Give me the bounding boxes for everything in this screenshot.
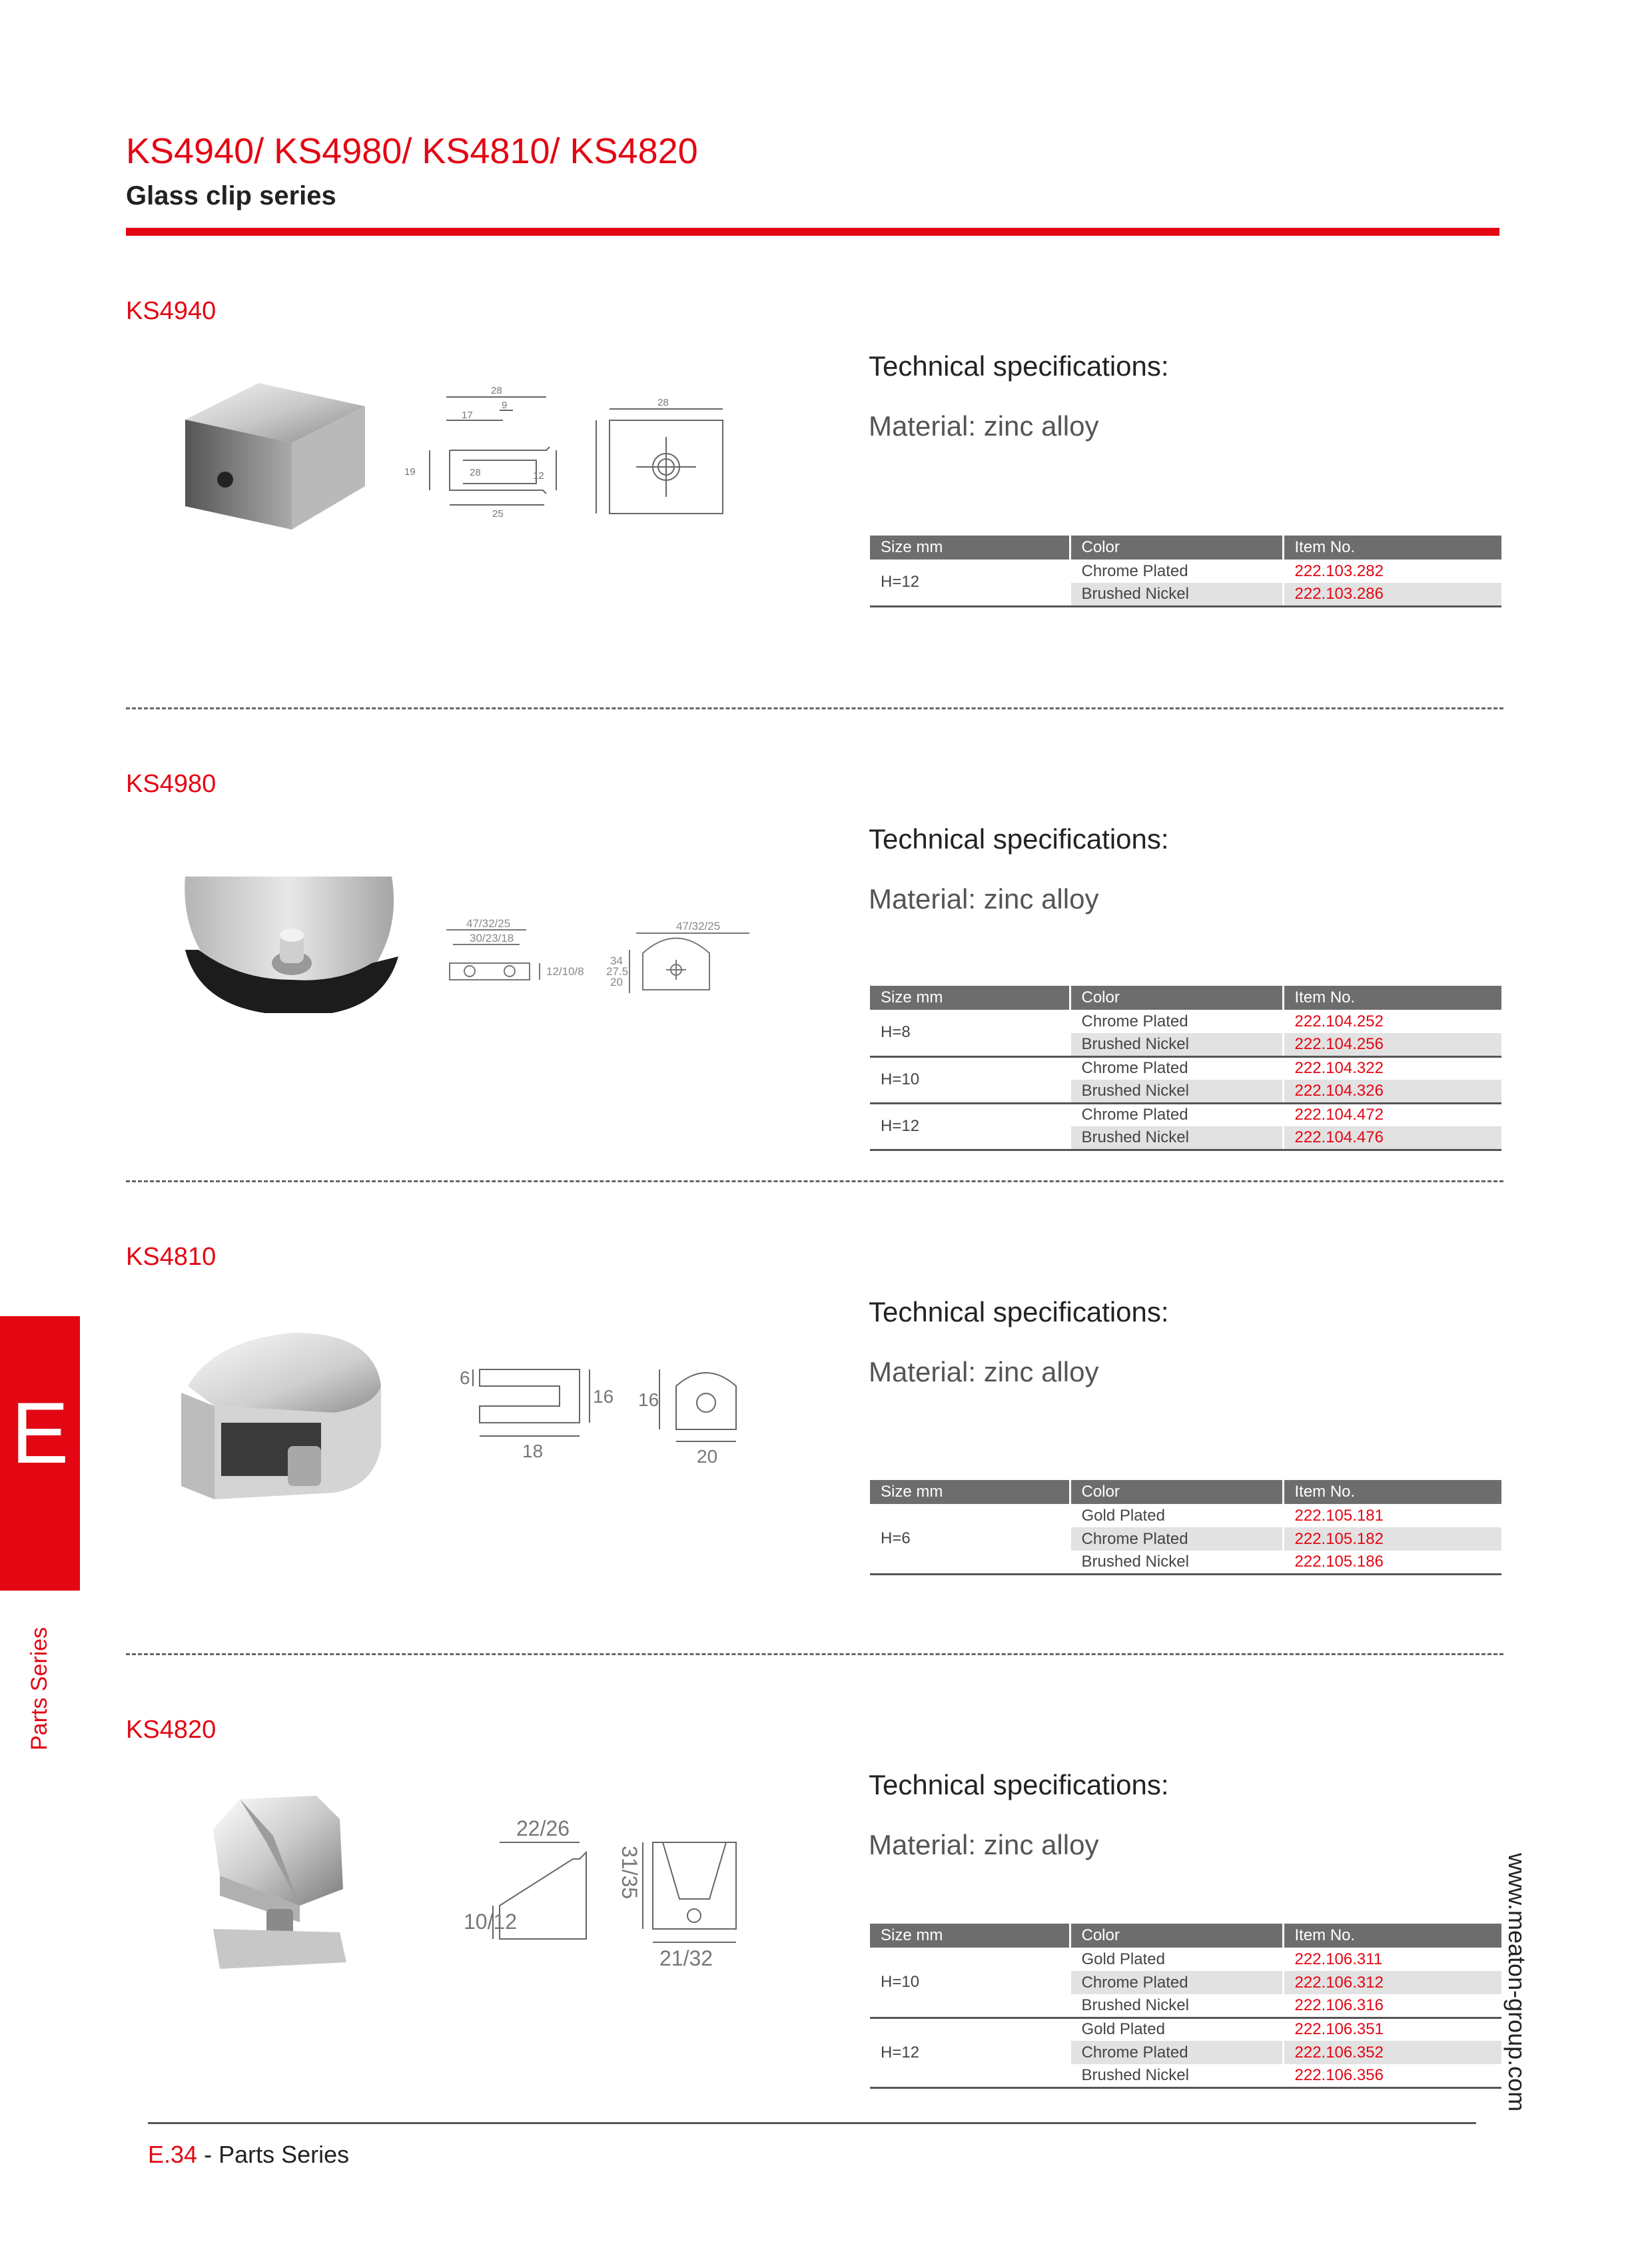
dimension-label: 25 — [492, 508, 504, 520]
item-number-cell: 222.104.252 — [1283, 1010, 1501, 1033]
footer-rule — [148, 2122, 1476, 2124]
dimension-label: 28 — [657, 397, 669, 408]
col-header-size: Size mm — [870, 986, 1070, 1010]
section-divider — [126, 1653, 1503, 1655]
dimension-label: 10/12 — [464, 1910, 518, 1934]
col-header-color: Color — [1070, 1924, 1283, 1948]
spec-heading: Technical specifications: — [869, 823, 1169, 855]
spec-heading: Technical specifications: — [869, 1296, 1169, 1327]
item-number-cell: 222.105.181 — [1283, 1504, 1501, 1527]
dimension-label: 30/23/18 — [470, 932, 514, 944]
color-cell: Gold Plated — [1070, 2018, 1283, 2041]
product-code: KS4810 — [126, 1243, 216, 1271]
item-number-cell: 222.106.352 — [1283, 2041, 1501, 2064]
item-number-cell: 222.103.286 — [1283, 583, 1501, 606]
footer-section: Parts Series — [218, 2141, 350, 2168]
spec-heading: Technical specifications: — [869, 1769, 1169, 1800]
product-code: KS4820 — [126, 1716, 216, 1744]
dimension-label: 17 — [462, 410, 473, 421]
size-cell: H=12 — [870, 2018, 1070, 2087]
technical-drawing — [460, 1806, 753, 1979]
dimension-label: 47/32/25 — [676, 920, 721, 933]
table-row — [870, 2018, 1501, 2041]
spec-table — [870, 536, 1501, 607]
section-tab-label: Parts Series — [27, 1627, 52, 1750]
product-code: KS4980 — [126, 770, 216, 798]
material-text: Material: zinc alloy — [869, 1829, 1099, 1860]
size-cell: H=12 — [870, 560, 1070, 606]
table-row — [870, 1010, 1501, 1033]
spec-table — [870, 1924, 1501, 2089]
item-number-cell: 222.104.472 — [1283, 1103, 1501, 1126]
color-cell: Chrome Plated — [1070, 1010, 1283, 1033]
col-header-color: Color — [1070, 1480, 1283, 1504]
material-text: Material: zinc alloy — [869, 410, 1099, 442]
col-header-color: Color — [1070, 536, 1283, 560]
product-section-ks4810 — [0, 1243, 1652, 1709]
technical-drawing — [440, 917, 759, 1016]
col-header-size: Size mm — [870, 1480, 1070, 1504]
dimension-label: 12/10/8 — [546, 965, 584, 978]
technical-drawing — [396, 384, 743, 524]
dimension-label: 16 — [593, 1386, 614, 1407]
col-header-size: Size mm — [870, 536, 1070, 560]
product-photo — [200, 1789, 360, 1989]
size-cell: H=12 — [870, 1103, 1070, 1150]
color-cell: Brushed Nickel — [1070, 1551, 1283, 1574]
dimension-label: 22/26 — [516, 1816, 570, 1840]
header-rule — [126, 228, 1499, 236]
page-subtitle: Glass clip series — [126, 181, 336, 210]
product-photo — [172, 380, 372, 540]
table-row — [870, 1056, 1501, 1080]
item-number-cell: 222.104.476 — [1283, 1126, 1501, 1150]
color-cell: Brushed Nickel — [1070, 1994, 1283, 2018]
dimension-label: 28 — [470, 467, 481, 478]
col-header-size: Size mm — [870, 1924, 1070, 1948]
color-cell: Chrome Plated — [1070, 1056, 1283, 1080]
dimension-label: 21/32 — [659, 1946, 713, 1970]
color-cell: Brushed Nickel — [1070, 1080, 1283, 1103]
color-cell: Gold Plated — [1070, 1948, 1283, 1971]
product-section-ks4980 — [0, 770, 1652, 1236]
table-row — [870, 1504, 1501, 1527]
section-letter: E — [11, 1384, 69, 1481]
item-number-cell: 222.106.356 — [1283, 2064, 1501, 2087]
col-header-color: Color — [1070, 986, 1283, 1010]
footer-separator: - — [197, 2141, 219, 2168]
color-cell: Brushed Nickel — [1070, 1126, 1283, 1150]
technical-drawing — [460, 1356, 773, 1489]
section-divider — [126, 1180, 1503, 1182]
item-number-cell: 222.106.312 — [1283, 1971, 1501, 1994]
page-title: KS4940/ KS4980/ KS4810/ KS4820 — [126, 131, 698, 171]
item-number-cell: 222.106.311 — [1283, 1948, 1501, 1971]
dimension-label: 6 — [460, 1367, 470, 1388]
item-number-cell: 222.104.322 — [1283, 1056, 1501, 1080]
product-photo — [175, 1326, 388, 1526]
size-cell: H=8 — [870, 1010, 1070, 1056]
dimension-label: 31/35 — [618, 1846, 641, 1900]
color-cell: Brushed Nickel — [1070, 583, 1283, 606]
material-text: Material: zinc alloy — [869, 883, 1099, 915]
dimension-label: 34 — [610, 954, 623, 967]
spec-heading: Technical specifications: — [869, 350, 1169, 382]
spec-table — [870, 986, 1501, 1151]
product-section-ks4940 — [0, 297, 1652, 763]
col-header-item: Item No. — [1283, 986, 1501, 1010]
table-row — [870, 1103, 1501, 1126]
item-number-cell: 222.103.282 — [1283, 560, 1501, 583]
color-cell: Chrome Plated — [1070, 560, 1283, 583]
table-row — [870, 560, 1501, 583]
dimension-label: 18 — [522, 1441, 544, 1461]
col-header-item: Item No. — [1283, 536, 1501, 560]
size-cell: H=10 — [870, 1056, 1070, 1103]
dimension-label: 20 — [610, 976, 623, 988]
product-section-ks4820 — [0, 1716, 1652, 2182]
item-number-cell: 222.104.256 — [1283, 1033, 1501, 1056]
product-photo — [172, 870, 412, 1036]
size-cell: H=10 — [870, 1948, 1070, 2018]
section-tab — [0, 1316, 80, 1591]
color-cell: Gold Plated — [1070, 1504, 1283, 1527]
dimension-label: 20 — [697, 1446, 718, 1467]
col-header-item: Item No. — [1283, 1480, 1501, 1504]
dimension-label: 16 — [638, 1389, 659, 1410]
color-cell: Brushed Nickel — [1070, 2064, 1283, 2087]
item-number-cell: 222.105.186 — [1283, 1551, 1501, 1574]
dimension-label: 28 — [491, 385, 502, 396]
color-cell: Chrome Plated — [1070, 2041, 1283, 2064]
color-cell: Chrome Plated — [1070, 1971, 1283, 1994]
color-cell: Brushed Nickel — [1070, 1033, 1283, 1056]
table-row — [870, 1948, 1501, 1971]
spec-table — [870, 1480, 1501, 1575]
item-number-cell: 222.104.326 — [1283, 1080, 1501, 1103]
dimension-label: 27.5 — [606, 965, 629, 978]
section-divider — [126, 707, 1503, 709]
product-code: KS4940 — [126, 297, 216, 325]
dimension-label: 9 — [502, 400, 508, 411]
material-text: Material: zinc alloy — [869, 1356, 1099, 1387]
website-url: www.meaton-group.com — [1503, 1853, 1531, 2112]
item-number-cell: 222.105.182 — [1283, 1527, 1501, 1551]
item-number-cell: 222.106.316 — [1283, 1994, 1501, 2018]
color-cell: Chrome Plated — [1070, 1103, 1283, 1126]
col-header-item: Item No. — [1283, 1924, 1501, 1948]
page-number: E.34 — [148, 2141, 198, 2168]
dimension-label: 47/32/25 — [466, 917, 511, 930]
dimension-label: 12 — [533, 470, 544, 482]
color-cell: Chrome Plated — [1070, 1527, 1283, 1551]
size-cell: H=6 — [870, 1504, 1070, 1574]
footer — [148, 2141, 349, 2169]
item-number-cell: 222.106.351 — [1283, 2018, 1501, 2041]
dimension-label: 19 — [404, 466, 416, 478]
